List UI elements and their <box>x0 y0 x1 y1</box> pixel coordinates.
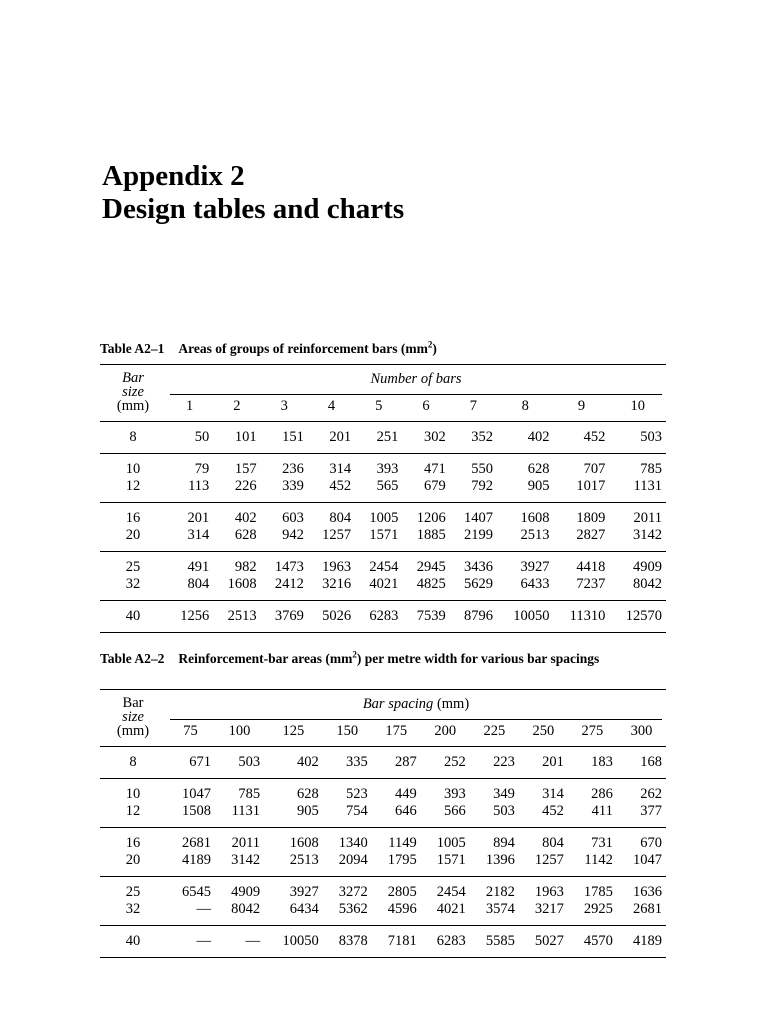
area-cell: 565 <box>376 478 399 494</box>
area-cell: 523 <box>345 786 368 802</box>
area-cell: 707 <box>583 461 606 477</box>
area-cell: 1809 <box>576 510 606 526</box>
area-cell: 4825 <box>416 576 446 592</box>
area-cell: 1256 <box>180 608 210 624</box>
corner-line: (mm) <box>116 723 150 739</box>
corner-line: size <box>122 709 144 725</box>
column-header: 2 <box>233 398 241 414</box>
area-cell: 452 <box>583 429 606 445</box>
area-cell: 2805 <box>387 884 417 900</box>
area-cell: 491 <box>187 559 210 575</box>
area-cell: 550 <box>471 461 493 477</box>
column-header: 100 <box>228 723 251 739</box>
area-cell: 223 <box>493 754 515 770</box>
area-cell: 4570 <box>583 933 613 949</box>
page-heading <box>102 160 404 226</box>
area-cell: 226 <box>234 478 257 494</box>
area-cell: 1963 <box>322 559 352 575</box>
area-cell: 101 <box>234 429 257 445</box>
area-cell: 503 <box>493 803 515 819</box>
table-a2-1 <box>100 364 666 633</box>
column-header: 275 <box>581 723 604 739</box>
table-header <box>100 690 666 747</box>
area-cell: 314 <box>187 527 210 543</box>
column-header: 8 <box>521 398 529 414</box>
row-group <box>100 601 666 633</box>
bar-size-cell: 25 <box>125 884 141 900</box>
area-cell: 4596 <box>387 901 417 917</box>
area-cell: 339 <box>282 478 304 494</box>
group-header <box>166 365 666 396</box>
corner-line: (mm) <box>116 398 150 414</box>
table-row <box>100 478 666 503</box>
area-cell: 10050 <box>513 608 550 624</box>
area-cell: 286 <box>591 786 613 802</box>
area-cell: 1636 <box>633 884 662 900</box>
area-cell: 670 <box>640 835 662 851</box>
column-header: 7 <box>469 398 477 414</box>
area-cell: 646 <box>395 803 417 819</box>
bar-size-cell: 25 <box>125 559 141 575</box>
corner-line: Bar <box>122 370 144 386</box>
area-cell: 1131 <box>231 803 261 819</box>
area-cell: 754 <box>345 803 368 819</box>
table-row <box>100 527 666 552</box>
area-cell: 2681 <box>633 901 662 917</box>
area-cell: 201 <box>187 510 210 526</box>
area-cell: 449 <box>395 786 417 802</box>
area-cell: 785 <box>640 461 662 477</box>
area-cell: 1017 <box>576 478 606 494</box>
area-cell: 1131 <box>633 478 662 494</box>
area-cell: 6434 <box>289 901 319 917</box>
table-row <box>100 877 666 902</box>
area-cell: 2513 <box>520 527 550 543</box>
bar-size-cell: 12 <box>125 803 141 819</box>
area-cell: 2454 <box>369 559 399 575</box>
appendix-number: Appendix 2 <box>102 160 245 192</box>
table-row <box>100 747 666 779</box>
area-cell: 2094 <box>338 852 368 868</box>
area-cell: 5026 <box>322 608 352 624</box>
column-header: 9 <box>577 398 586 414</box>
area-cell: 628 <box>527 461 550 477</box>
area-cell: 1473 <box>274 559 304 575</box>
area-cell: 2454 <box>436 884 466 900</box>
area-cell: 4021 <box>436 901 466 917</box>
area-cell: 2925 <box>583 901 613 917</box>
table-header <box>100 365 666 422</box>
area-cell: 3142 <box>633 527 662 543</box>
bar-size-cell: 10 <box>125 786 141 802</box>
row-group <box>100 552 666 601</box>
area-cell: 503 <box>238 754 261 770</box>
area-cell: 6545 <box>182 884 212 900</box>
table-row <box>100 828 666 853</box>
table-row <box>100 422 666 454</box>
area-cell: 3574 <box>485 901 515 917</box>
area-cell: 314 <box>329 461 352 477</box>
column-header: 10 <box>630 398 645 414</box>
column-header: 3 <box>280 398 288 414</box>
area-cell: 5585 <box>485 933 515 949</box>
table-row <box>100 552 666 577</box>
area-cell: 2681 <box>182 835 212 851</box>
table-row <box>100 454 666 479</box>
area-cell: 8796 <box>463 608 493 624</box>
bar-size-header <box>100 690 166 747</box>
area-cell: 352 <box>471 429 493 445</box>
area-cell: 377 <box>640 803 662 819</box>
area-cell: 628 <box>296 786 319 802</box>
table-a2-1-caption <box>100 341 665 357</box>
area-cell: 1785 <box>583 884 613 900</box>
area-cell: — <box>196 933 212 949</box>
area-cell: 2182 <box>485 884 515 900</box>
row-group <box>100 454 666 503</box>
bar-size-cell: 8 <box>129 754 137 770</box>
area-cell: 804 <box>329 510 352 526</box>
row-group <box>100 747 666 779</box>
group-header-label: Bar spacing (mm) <box>170 696 662 720</box>
area-cell: 7539 <box>416 608 446 624</box>
area-cell: 1608 <box>289 835 319 851</box>
area-cell: 603 <box>282 510 304 526</box>
area-cell: 452 <box>329 478 352 494</box>
area-cell: 3217 <box>534 901 564 917</box>
row-group <box>100 877 666 926</box>
bar-size-cell: 16 <box>125 510 141 526</box>
area-cell: 471 <box>423 461 446 477</box>
row-group <box>100 828 666 877</box>
bar-size-cell: 10 <box>125 461 141 477</box>
area-cell: 7237 <box>576 576 606 592</box>
area-cell: 4909 <box>633 559 662 575</box>
area-cell: 4189 <box>182 852 212 868</box>
area-cell: 4909 <box>231 884 261 900</box>
area-cell: 183 <box>591 754 613 770</box>
area-cell: 1005 <box>369 510 399 526</box>
area-cell: 393 <box>444 786 466 802</box>
row-group <box>100 926 666 958</box>
area-cell: 251 <box>376 429 399 445</box>
bar-size-cell: 20 <box>125 527 141 543</box>
area-cell: 157 <box>234 461 257 477</box>
area-cell: 5027 <box>534 933 564 949</box>
area-cell: 1795 <box>387 852 417 868</box>
column-header: 300 <box>630 723 653 739</box>
bar-size-header <box>100 365 166 422</box>
area-cell: 905 <box>527 478 550 494</box>
area-cell: 628 <box>234 527 257 543</box>
area-cell: 1508 <box>182 803 212 819</box>
appendix-title: Design tables and charts <box>102 193 405 225</box>
corner-line: size <box>122 384 144 400</box>
area-cell: 236 <box>282 461 304 477</box>
area-cell: 5629 <box>463 576 493 592</box>
area-cell: 785 <box>238 786 261 802</box>
area-cell: 1257 <box>322 527 352 543</box>
row-group <box>100 503 666 552</box>
area-cell: 393 <box>376 461 399 477</box>
area-cell: 8042 <box>633 576 662 592</box>
area-cell: 2412 <box>274 576 304 592</box>
area-cell: 335 <box>345 754 368 770</box>
table-a2-2 <box>100 689 666 958</box>
table-row <box>100 852 666 877</box>
area-cell: 1257 <box>534 852 564 868</box>
area-cell: 503 <box>640 429 662 445</box>
column-header: 125 <box>282 723 305 739</box>
table-a2-2-caption <box>100 651 665 667</box>
area-cell: 8378 <box>338 933 368 949</box>
area-cell: 731 <box>591 835 613 851</box>
group-header-label: Number of bars <box>170 371 662 395</box>
area-cell: 12570 <box>625 608 662 624</box>
area-cell: 566 <box>444 803 466 819</box>
area-cell: 2827 <box>576 527 606 543</box>
area-cell: 4189 <box>633 933 662 949</box>
area-cell: 7181 <box>387 933 417 949</box>
area-cell: 1608 <box>227 576 257 592</box>
area-cell: 894 <box>493 835 515 851</box>
bar-size-cell: 20 <box>125 852 141 868</box>
area-cell: 1885 <box>416 527 446 543</box>
table-row <box>100 503 666 528</box>
area-cell: 2199 <box>463 527 493 543</box>
bar-size-cell: 32 <box>125 901 141 917</box>
column-header-row <box>100 395 666 422</box>
area-cell: 79 <box>194 461 210 477</box>
area-cell: 1571 <box>369 527 399 543</box>
area-cell: 1571 <box>436 852 466 868</box>
table-row <box>100 601 666 633</box>
area-cell: 1047 <box>182 786 212 802</box>
area-cell: 792 <box>471 478 493 494</box>
area-cell: 1149 <box>388 835 417 851</box>
area-cell: 201 <box>542 754 564 770</box>
area-cell: 6283 <box>369 608 399 624</box>
area-cell: 1047 <box>633 852 662 868</box>
area-cell: 8042 <box>231 901 261 917</box>
column-header: 5 <box>375 398 383 414</box>
bar-size-cell: 8 <box>129 429 137 445</box>
area-cell: 3142 <box>231 852 261 868</box>
area-cell: 4418 <box>576 559 606 575</box>
area-cell: 252 <box>444 754 466 770</box>
area-cell: 982 <box>234 559 257 575</box>
bar-size-cell: 32 <box>125 576 141 592</box>
area-cell: 6283 <box>436 933 466 949</box>
area-cell: 113 <box>188 478 210 494</box>
area-cell: 1608 <box>520 510 550 526</box>
area-cell: 3272 <box>338 884 368 900</box>
table-number: Table A2–1 <box>100 341 165 356</box>
column-header: 250 <box>532 723 555 739</box>
area-cell: 3927 <box>520 559 550 575</box>
area-cell: 11310 <box>569 608 606 624</box>
area-cell: 1206 <box>416 510 446 526</box>
area-cell: 2011 <box>633 510 662 526</box>
column-header: 175 <box>385 723 408 739</box>
area-cell: 402 <box>296 754 319 770</box>
area-cell: 905 <box>296 803 319 819</box>
table-number: Table A2–2 <box>100 651 165 666</box>
area-cell: 402 <box>527 429 550 445</box>
group-header <box>166 690 666 721</box>
area-cell: 151 <box>282 429 304 445</box>
area-cell: 942 <box>282 527 304 543</box>
column-header: 4 <box>327 398 336 414</box>
area-cell: 3927 <box>289 884 319 900</box>
table-title: Areas of groups of reinforcement bars $(mm^2)$ <box>178 339 437 356</box>
area-cell: 201 <box>329 429 352 445</box>
area-cell: 2945 <box>416 559 446 575</box>
table-title: Reinforcement-bar areas $(mm^2)$ per metre width for various bar spacings <box>178 649 600 666</box>
area-cell: 1005 <box>436 835 466 851</box>
column-header: 6 <box>422 398 430 414</box>
area-cell: 1396 <box>485 852 515 868</box>
bar-size-cell: 16 <box>125 835 141 851</box>
header-row <box>100 690 666 721</box>
area-cell: 168 <box>640 754 662 770</box>
header-row <box>100 365 666 396</box>
area-cell: 5362 <box>338 901 368 917</box>
table-row <box>100 779 666 804</box>
area-cell: 287 <box>395 754 417 770</box>
area-cell: 411 <box>591 803 613 819</box>
area-cell: 452 <box>542 803 564 819</box>
area-cell: 2513 <box>289 852 319 868</box>
area-cell: 2011 <box>231 835 261 851</box>
area-cell: 1142 <box>584 852 613 868</box>
area-cell: 4021 <box>369 576 399 592</box>
column-header: 1 <box>186 398 194 414</box>
column-header-row <box>100 720 666 747</box>
area-cell: 402 <box>234 510 257 526</box>
area-cell: 1340 <box>338 835 368 851</box>
area-cell: 302 <box>423 429 446 445</box>
area-cell: 262 <box>640 786 662 802</box>
bar-size-cell: 12 <box>125 478 141 494</box>
area-cell: — <box>196 901 212 917</box>
area-cell: 10050 <box>282 933 319 949</box>
area-cell: 314 <box>542 786 564 802</box>
area-cell: 3769 <box>274 608 304 624</box>
row-group <box>100 422 666 454</box>
area-cell: 804 <box>187 576 210 592</box>
area-cell: 804 <box>542 835 564 851</box>
column-header: 150 <box>336 723 359 739</box>
table-row <box>100 803 666 828</box>
column-header: 200 <box>434 723 457 739</box>
area-cell: 3216 <box>322 576 352 592</box>
area-cell: 6433 <box>520 576 550 592</box>
area-cell: — <box>245 933 261 949</box>
area-cell: 679 <box>423 478 446 494</box>
area-cell: 3436 <box>463 559 493 575</box>
corner-line: Bar <box>122 695 144 711</box>
area-cell: 1963 <box>534 884 564 900</box>
area-cell: 671 <box>189 754 212 770</box>
table-row <box>100 901 666 926</box>
column-header: 75 <box>183 723 198 739</box>
area-cell: 50 <box>194 429 210 445</box>
area-cell: 2513 <box>227 608 257 624</box>
area-cell: 1407 <box>463 510 493 526</box>
table-row <box>100 926 666 958</box>
area-cell: 349 <box>493 786 515 802</box>
row-group <box>100 779 666 828</box>
bar-size-cell: 40 <box>125 933 141 949</box>
column-header: 225 <box>483 723 506 739</box>
bar-size-cell: 40 <box>125 608 141 624</box>
table-row <box>100 576 666 601</box>
